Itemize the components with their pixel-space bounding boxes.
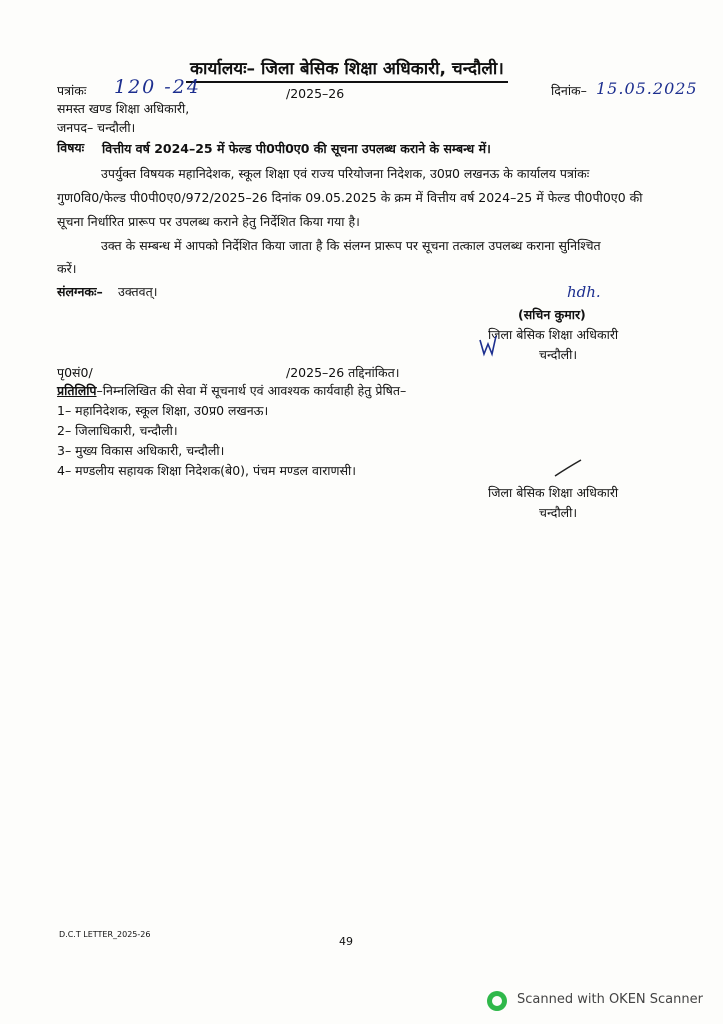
- recipient-line-2: जनपद– चन्दौली।: [57, 120, 136, 135]
- copy-item: 4– मण्डलीय सहायक शिक्षा निदेशक(बे0), पंचम मण्डल वाराणसी।: [57, 463, 357, 478]
- second-signature-mark: [553, 458, 583, 480]
- subject-label: विषयः: [57, 140, 85, 155]
- copy-sign-designation: जिला बेसिक शिक्षा अधिकारी: [488, 485, 619, 500]
- scanner-logo-icon: [487, 991, 507, 1011]
- para2-line-2: करें।: [57, 261, 77, 276]
- signer-name: (सचिन कुमार): [518, 307, 586, 322]
- copy-ref-label: पृ0सं0/: [57, 365, 93, 380]
- para2-line-1: उक्त के सम्बन्ध में आपको निर्देशित किया जाता है कि संलग्न प्रारूप पर सूचना तत्काल उपलब्ध कराना सुनिश्चित: [101, 238, 601, 253]
- page-number: 49: [339, 935, 353, 948]
- ref-label: पत्रांकः: [57, 83, 87, 98]
- copy-intro-label: प्रतिलिपि: [57, 383, 97, 398]
- recipient-line-1: समस्त खण्ड शिक्षा अधिकारी,: [57, 101, 190, 116]
- ref-year: /2025–26: [286, 86, 345, 101]
- doc-code: D.C.T LETTER_2025-26: [59, 930, 151, 939]
- copy-ref-suffix: /2025–26 तद्दिनांकित।: [286, 365, 400, 380]
- enclosure-label: संलग्नकः–: [57, 284, 103, 299]
- office-title: कार्यालयः– जिला बेसिक शिक्षा अधिकारी, चन्दौली।: [186, 56, 508, 83]
- scanner-watermark: Scanned with OKEN Scanner: [517, 992, 703, 1007]
- date-label: दिनांक–: [551, 83, 587, 98]
- initials-mark: [478, 330, 500, 358]
- signer-designation: जिला बेसिक शिक्षा अधिकारी: [488, 327, 619, 342]
- para1-line-3: सूचना निर्धारित प्रारूप पर उपलब्ध कराने हेतु निर्देशित किया गया है।: [57, 214, 360, 229]
- copy-sign-location: चन्दौली।: [539, 505, 578, 520]
- signer-location: चन्दौली।: [539, 347, 578, 362]
- copy-item: 1– महानिदेशक, स्कूल शिक्षा, उ0प्र0 लखनऊ।: [57, 403, 269, 418]
- para1-line-1: उपर्युक्त विषयक महानिदेशक, स्कूल शिक्षा एवं राज्य परियोजना निदेशक, उ0प्र0 लखनऊ के कार्यालय पत्रांकः: [101, 166, 590, 181]
- copy-item: 3– मुख्य विकास अधिकारी, चन्दौली।: [57, 443, 225, 458]
- copy-intro-text: –निम्नलिखित की सेवा में सूचनार्थ एवं आवश्यक कार्यवाही हेतु प्रेषित–: [96, 383, 407, 398]
- subject-text: वित्तीय वर्ष 2024–25 में फेल्ड पी0पी0ए0 की सूचना उपलब्ध कराने के सम्बन्ध में।: [102, 141, 491, 156]
- enclosure-text: उक्तवत्।: [118, 284, 158, 299]
- ref-number-handwritten: 120 -24: [114, 76, 201, 98]
- para1-line-2: गुण0वि0/फेल्ड पी0पी0ए0/972/2025–26 दिनांक 09.05.2025 के क्रम में वित्तीय वर्ष 2024–25 में फेल्ड पी0पी0ए0 की: [57, 190, 643, 205]
- signature-handwritten: hdh.: [567, 283, 601, 301]
- copy-item: 2– जिलाधिकारी, चन्दौली।: [57, 423, 178, 438]
- date-handwritten: 15.05.2025: [596, 79, 698, 98]
